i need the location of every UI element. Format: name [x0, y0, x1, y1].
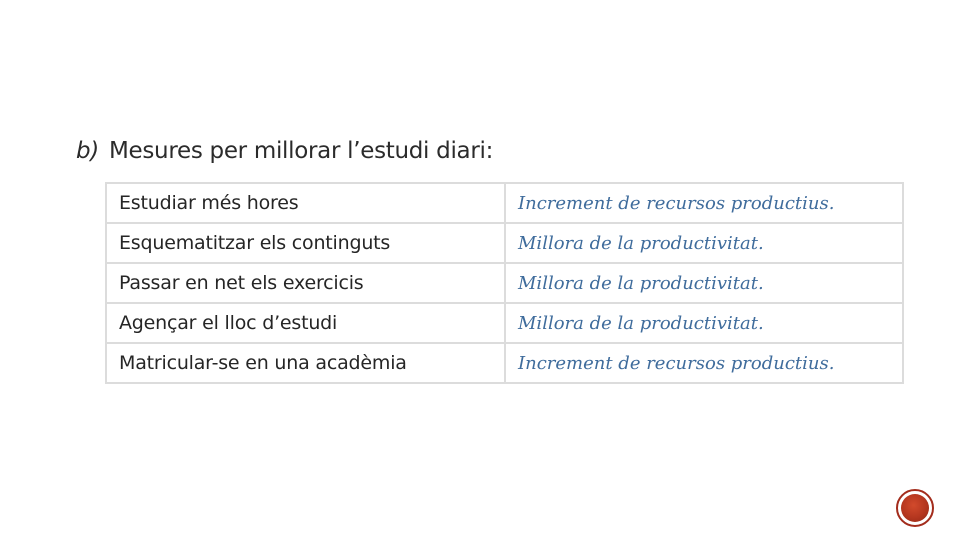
effect-cell: Millora de la productivitat.	[505, 223, 903, 263]
table-row	[106, 343, 903, 383]
measure-cell: Estudiar més hores	[106, 183, 505, 223]
slide-badge-fill	[901, 494, 929, 522]
section-heading	[76, 138, 493, 164]
measure-cell: Agençar el lloc d’estudi	[106, 303, 505, 343]
effect-cell: Millora de la productivitat.	[505, 303, 903, 343]
section-marker: b)	[76, 138, 99, 164]
measure-cell: Matricular-se en una acadèmia	[106, 343, 505, 383]
measure-cell: Esquematitzar els continguts	[106, 223, 505, 263]
effect-cell: Increment de recursos productius.	[505, 183, 903, 223]
table-row	[106, 263, 903, 303]
measure-cell: Passar en net els exercicis	[106, 263, 505, 303]
section-title: Mesures per millorar l’estudi diari:	[108, 138, 494, 164]
table-row	[106, 223, 903, 263]
effect-cell: Millora de la productivitat.	[505, 263, 903, 303]
table-row	[106, 303, 903, 343]
table-row	[106, 183, 903, 223]
measures-table	[105, 182, 904, 384]
effect-cell: Increment de recursos productius.	[505, 343, 903, 383]
slide-badge-icon	[896, 489, 934, 527]
